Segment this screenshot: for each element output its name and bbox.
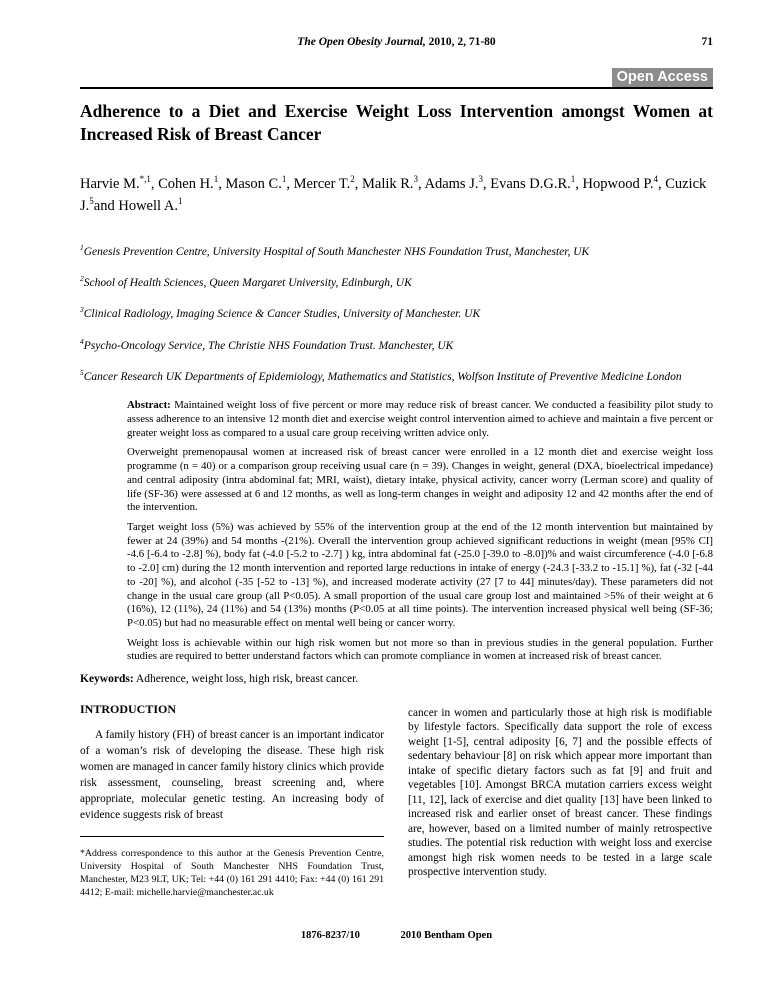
affiliation-marker: 2	[80, 274, 84, 283]
affiliation-text: Clinical Radiology, Imaging Science & Cancer Studies, University of Manchester. UK	[83, 308, 481, 321]
author-name: Evans D.G.R.	[490, 175, 571, 192]
author-name: Harvie M.	[80, 175, 140, 192]
affiliation	[80, 305, 713, 322]
page-footer	[80, 930, 713, 941]
author-affiliation-marker: *,1	[139, 173, 151, 184]
intro-right-paragraph: cancer in women and particularly those at high risk is modifiable by lifestyle factors. Specifically data support the role of excess weight [1-5], central adiposity [6, 7] and the possible effects of sedentary behaviour [8] on risk which appear more important than intake of specific dietary factors such as fat [9] and fruit and vegetables [10]. Amongst BRCA mutation carriers excess weight [11, 12], lack of exercise and diet quality [13] have been linked to increased risk and earlier onset of breast cancer. These findings are, however, based on a limited number of mainly retrospective studies. The potential risk reduction with weight loss and exercise amongst high risk women needs to be tested in a large scale prospective intervention study.	[408, 707, 712, 879]
footnote-rule	[80, 836, 384, 837]
header-rule	[80, 87, 713, 89]
author-name: Cohen H.	[158, 175, 214, 192]
author-affiliation-marker: 1	[281, 173, 287, 184]
affiliations-list	[80, 243, 713, 386]
page-header	[80, 36, 713, 52]
open-access-badge: Open Access	[612, 68, 713, 87]
affiliation	[80, 368, 713, 385]
abstract-paragraphs-container	[127, 446, 713, 664]
affiliation-marker: 4	[80, 336, 84, 346]
affiliation-marker: 3	[80, 305, 84, 315]
left-column	[80, 702, 384, 909]
affiliation-text: Cancer Research UK Departments of Epidemiology, Mathematics and Statistics, Wolfson Institute of Preventive Medicine London	[83, 370, 682, 383]
author-name: Cuzick J.	[80, 175, 707, 214]
author-affiliation-marker: 2	[350, 173, 355, 184]
page-number: 71	[701, 36, 713, 48]
affiliation	[80, 243, 713, 260]
correspondence-footnote: *Address correspondence to this author at the Genesis Prevention Centre, University Hospital of South Manchester NHS Foundation Trust, Manchester, M23 9LT, UK; Tel: +44 (0) 161 291 4410; Fax: +44 (0) 161 291 4412; E-mail: michelle.harvie@manchester.ac.uk	[80, 848, 384, 899]
article-title: Adherence to a Diet and Exercise Weight Loss Intervention amongst Women at Increased Risk of Breast Cancer	[80, 101, 713, 144]
affiliation-text: Genesis Prevention Centre, University Hospital of South Manchester NHS Foundation Trust, Manchester, UK	[83, 245, 590, 258]
abstract-label: Abstract:	[127, 399, 171, 412]
author-affiliation-marker: 4	[653, 173, 658, 184]
author-separator: ,	[150, 175, 159, 192]
author-affiliation-marker: 5	[89, 196, 94, 207]
abstract-lead-text: Maintained weight loss of five percent or more may reduce risk of breast cancer. We conducted a feasibility pilot study to assess adherence to an intensive 12 month diet and exercise weight control intervention aimed to achieve and maintain a five percent or greater weight loss as compared to a usual care group receiving written advice only.	[127, 399, 713, 439]
affiliation	[80, 274, 713, 291]
author-affiliation-marker: 1	[177, 196, 183, 207]
author-name: Adams J.	[424, 175, 479, 192]
author-name: Hopwood P.	[582, 175, 654, 192]
affiliation-marker: 5	[80, 368, 84, 378]
keywords-text: Adherence, weight loss, high risk, breast cancer.	[133, 673, 359, 686]
author-separator: ,	[286, 175, 294, 192]
abstract-paragraph: Weight loss is achievable within our high risk women but not more so than in previous studies in the general population. Further studies are required to better understand factors which can promote compliance in women at increased risk of breast cancer.	[127, 636, 713, 663]
author-separator: ,	[354, 175, 362, 192]
author-separator: ,	[657, 175, 666, 192]
affiliation-text: School of Health Sciences, Queen Margaret University, Edinburgh, UK	[83, 276, 412, 289]
body-columns	[80, 702, 713, 909]
affiliation-marker: 1	[80, 242, 84, 252]
author-separator: ,	[418, 175, 425, 192]
author-name: Mercer T.	[293, 175, 351, 192]
author-name: Malik R.	[361, 175, 414, 192]
keywords-line	[80, 673, 713, 685]
open-access-row	[80, 68, 713, 87]
author-separator: ,	[575, 175, 583, 192]
journal-name: The Open Obesity Journal,	[297, 36, 426, 48]
keywords-label: Keywords:	[80, 673, 134, 686]
author-name: Mason C.	[225, 175, 282, 192]
footer-copyright: 2010 Bentham Open	[400, 930, 493, 941]
authors-line	[80, 173, 713, 218]
journal-issue: 2010, 2, 71-80	[425, 36, 496, 48]
author-separator: and	[93, 197, 119, 214]
author-separator: ,	[218, 175, 226, 192]
author-affiliation-marker: 1	[213, 173, 219, 184]
abstract-paragraph: Overweight premenopausal women at increased risk of breast cancer were enrolled in a 12 month diet and exercise weight loss programme (n = 40) or a comparison group receiving usual care (n = 39). Changes in weight, general (DXA, bioelectrical impedance) and central adiposity (intra abdominal fat; MRI, waist), dietary intake, physical activity, cancer worry (Lerman score) and quality of life (SF-36) were assessed at 6 and 12 months, as well as long-term changes in weight and adiposity 12 and 42 months after the end of the intervention.	[127, 446, 713, 514]
journal-reference	[80, 36, 713, 48]
affiliation	[80, 337, 713, 354]
author-name: Howell A.	[118, 197, 178, 214]
author-affiliation-marker: 3	[478, 173, 483, 184]
author-affiliation-marker: 1	[570, 173, 576, 184]
abstract-paragraph: Target weight loss (5%) was achieved by 55% of the intervention group at the end of the 12 month intervention but maintained by fewer at 24 (39%) and 54 months -(21%). Overall the intervention group achieved significant reductions in weight (mean [95% CI] -4.6 [-6.4 to -2.8] %), body fat (-4.0 [-5.2 to -2.7] ) kg, intra abdominal fat (-25.0 [-39.0 to -8.0])% and waist circumference (-4.0 [-6.8 to -2.0] cm) during the 12 month intervention and reported large reductions in intake of energy (-24.3 [-33.2 to -15.1] %), fat (-32 [-44 to -20] %), and alcohol (-35 [-52 to -13] %), and increased moderate activity (27 [7 to 44] minutes/day). These parameters did not change in the usual care group (all P<0.05). A small proportion of the usual care group lost and maintained >5% of their weight at 6 (16%), 12 (11%), 24 (11%) and 54 (13%) months (P<0.05 at all time points). The intervention increased physical well being (SF-36; P<0.05) but had no measurable effect on mental well being or cancer worry.	[127, 521, 713, 629]
intro-heading: INTRODUCTION	[80, 702, 177, 717]
author-separator: ,	[482, 175, 491, 192]
footer-issn: 1876-8237/10	[300, 930, 360, 941]
author-affiliation-marker: 3	[413, 173, 419, 184]
right-column	[408, 702, 712, 909]
abstract-paragraph	[127, 399, 713, 440]
intro-left-paragraph: A family history (FH) of breast cancer is an important indicator of a woman’s risk of developing the disease. These high risk women are managed in cancer family history clinics which provide risk assessment, counseling, breast screening and, where appropriate, molecular genetic testing. An increasing body of evidence suggests risk of breast	[80, 729, 384, 822]
abstract-section	[127, 399, 713, 664]
affiliation-text: Psycho-Oncology Service, The Christie NHS Foundation Trust. Manchester, UK	[83, 339, 454, 352]
